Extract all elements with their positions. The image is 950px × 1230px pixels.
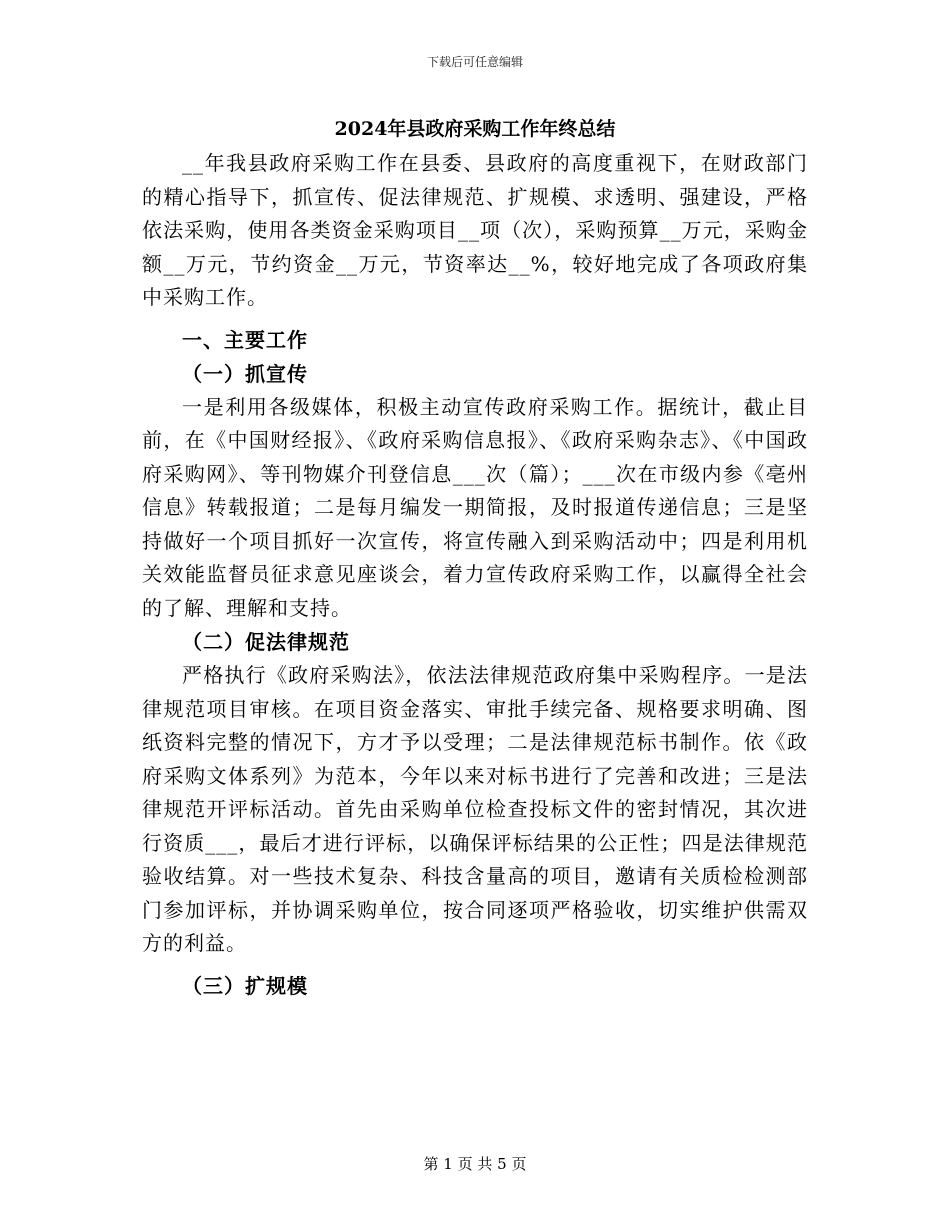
publicity-paragraph: 一是利用各级媒体，积极主动宣传政府采购工作。据统计，截止目前，在《中国财经报》、《政府采购信息报》、《政府采购杂志》、《中国政府采购网》、等刊物媒介刊登信息___次（篇）；___次在市级内参《亳州信息》转载报道；二是每月编发一期简报，及时报道传递信息；三是坚持做好一个项目抓好一次宣传，将宣传融入到采购活动中；四是利用机关效能监督员征求意见座谈会，着力宣传政府采购工作，以赢得全社会的了解、理解和支持。 xyxy=(142,394,808,620)
spacer xyxy=(142,961,808,969)
document-title: 2024年县政府采购工作年终总结 xyxy=(334,118,616,140)
subsection-heading-scale: （三）扩规模 xyxy=(182,973,308,998)
page-header-note: 下载后可任意编辑 xyxy=(426,55,523,69)
document-body xyxy=(142,147,808,1003)
subsection-heading-publicity: （一）抓宣传 xyxy=(182,361,308,386)
intro-paragraph: __年我县政府采购工作在县委、县政府的高度重视下，在财政部门的精心指导下，抓宣传、促法律规范、扩规模、求透明、强建设，严格依法采购，使用各类资金采购项目__项（次），采购预算__万元，采购金额__万元，节约资金__万元，节资率达__%，较好地完成了各项政府集中采购工作。 xyxy=(142,151,808,309)
spacer xyxy=(142,315,808,323)
subsection-heading-legal-norms: （二）促法律规范 xyxy=(182,630,350,654)
page-number-footer: 第 1 页 共 5 页 xyxy=(423,1155,527,1173)
legal-norms-paragraph: 严格执行《政府采购法》，依法法律规范政府集中采购程序。一是法律规范项目审核。在项目资金落实、审批手续完备、规格要求明确、图纸资料完整的情况下，方才予以受理；二是法律规范标书制作。依《政府采购文体系列》为范本，今年以来对标书进行了完善和改进；三是法律规范开评标活动。首先由采购单位检查投标文件的密封情况，其次进行资质___，最后才进行评标，以确保评标结果的公正性；四是法律规范验收结算。对一些技术复杂、科技含量高的项目，邀请有关质检检测部门参加评标，并协调采购单位，按合同逐项严格验收，切实维护供需双方的利益。 xyxy=(142,663,808,955)
section-heading-main-work: 一、主要工作 xyxy=(182,327,308,352)
